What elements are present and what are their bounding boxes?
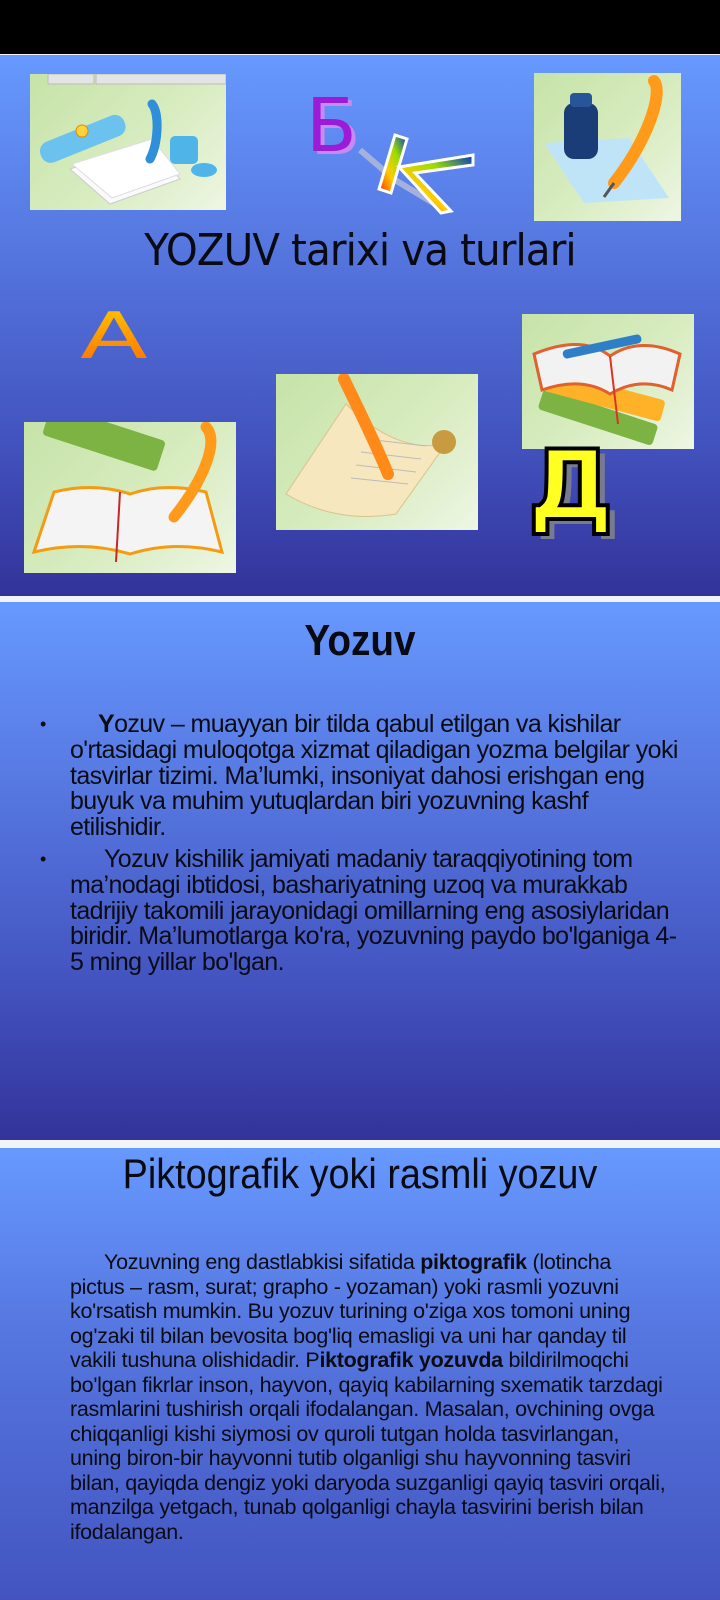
ink-bottle-clipart [534, 73, 681, 221]
open-book-clipart [24, 422, 236, 573]
slide-piktografik[interactable] [0, 1148, 720, 1600]
paragraph-bold-term: iktografik yozuvda [319, 1348, 503, 1372]
scroll-quill-clipart [276, 374, 478, 530]
cyrillic-a-letter: А [80, 300, 148, 374]
bullet-item [40, 844, 680, 977]
bullet-dot-icon: • [40, 848, 46, 869]
cyrillic-be-letter: Б [306, 83, 357, 169]
paragraph-text: (lotincha pictus – rasm, surat; grapho - yozaman) yoki rasmli yozuvni ko'rsatish mumkin. Bu yozuv turining o'ziga xos tomoni uning og'zaki til bilan bevosita bog'liq emasligi va uni har qanday til vakili tushuna olishidadir. [70, 1250, 631, 1372]
bullet-list [40, 712, 680, 982]
cyrillic-de-letter: Д [528, 430, 614, 542]
bullet-dot-icon: • [40, 714, 46, 734]
bullet-lead-letter: Y [98, 710, 115, 738]
slide-title[interactable] [0, 55, 720, 596]
presentation-title: YOZUV tarixi va turlari [144, 225, 576, 276]
paragraph-bold-term: piktografik [420, 1250, 527, 1274]
slide-title-piktografik: Piktografik yoki rasmli yozuv [122, 1150, 598, 1197]
paragraph-text: P [305, 1348, 320, 1372]
bullet-item [40, 712, 680, 841]
diploma-clipart [30, 74, 226, 210]
cyrillic-ka-letter-art [355, 125, 485, 215]
status-bar [0, 0, 720, 54]
paragraph [70, 1250, 670, 1544]
paragraph-text: bildirilmoqchi bo'lgan fikrlar inson, hayvon, qayiq kabilarning sxematik tarzdagi rasmlarini tushirish orqali ifodalangan. Masalan, ovchining ovga chiqqanligi kishi siymosi ov quroli tutgan holda tasvirlangan, uning biron-bir hayvonni tutib olganligi shu hayvonning tasviri bilan, qayiqda dengiz yoki daryoda suzganligi qayiq tasviri orqali, manzilga yetgach, tunab qolganligi chayla tasvirini berish bilan ifodalangan. [70, 1348, 666, 1544]
book-stack-clipart [522, 314, 694, 449]
paragraph-text: Yozuvning eng dastlabkisi sifatida [104, 1250, 421, 1274]
slide-title-yozuv: Yozuv [304, 616, 416, 665]
slide-yozuv[interactable] [0, 602, 720, 1140]
bullet-text: ozuv – muayyan bir tilda qabul etilgan va kishilar o'rtasidagi muloqotga xizmat qiladigan yozma belgilar yoki tasvirlar tizimi. Ma’lumki, insoniyat dahosi erishgan eng buyuk va muhim yutuqlardan biri yozuvning kashf etilishidir. [70, 710, 678, 842]
bullet-text: Yozuv kishilik jamiyati madaniy taraqqiyotining tom ma’nodagi ibtidosi, bashariyatning uzoq va murakkab tadrijiy takomili jarayonidagi omillarning eng asosiylaridan biridir. Ma’lumotlarga ko'ra, yozuvning paydo bo'lganiga 4-5 ming yillar bo'lgan. [70, 844, 677, 977]
